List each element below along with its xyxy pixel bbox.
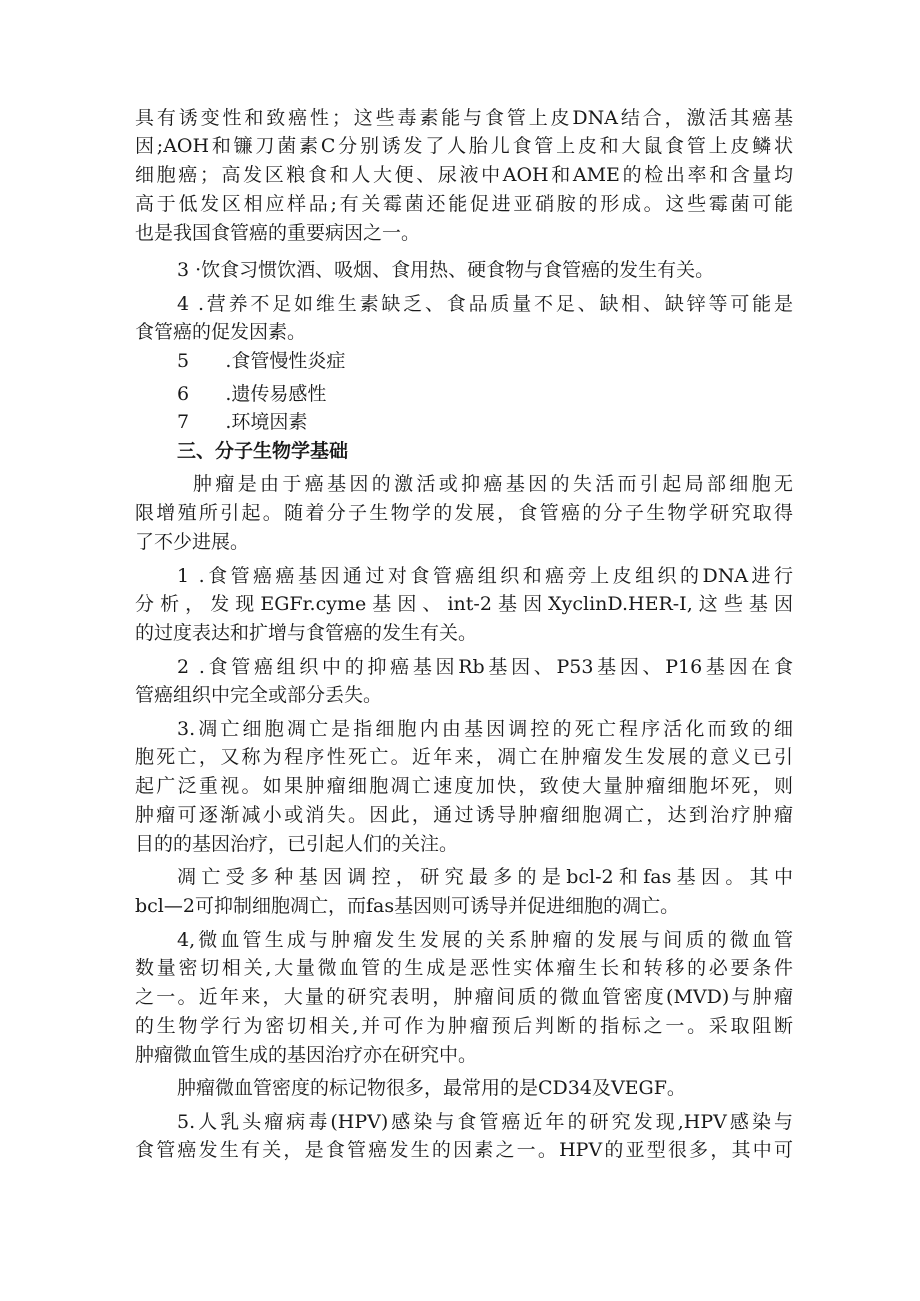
text-line: 数量密切相关,大量微血管的生成是恶性实体瘤生长和转移的必要条件 — [135, 957, 793, 979]
text-line: 之一。近年来，大量的研究表明，肿瘤间质的微血管密度(MVD)与肿瘤 — [135, 986, 793, 1008]
text-line: 也是我国食管癌的重要病因之一。 — [135, 222, 421, 244]
list-item-5b: 5.人乳头瘤病毒(HPV)感染与食管癌近年的研究发现,HPV感染与 — [177, 1111, 793, 1133]
list-item-7: 7 .环境因素 — [177, 411, 308, 433]
list-item-5: 5 .食管慢性炎症 — [177, 350, 346, 372]
text-line: 食管癌的促发因素。 — [135, 321, 307, 343]
text-line: 肿瘤微血管生成的基因治疗亦在研究中。 — [135, 1044, 478, 1066]
text-line: 起广泛重视。如果肿瘤细胞凋亡速度加快，致使大量肿瘤细胞坏死，则 — [135, 775, 793, 797]
text-line: 胞死亡，又称为程序性死亡。近年来，凋亡在肿瘤发生发展的意义已引 — [135, 746, 793, 768]
list-item-3b: 3.凋亡细胞凋亡是指细胞内由基因调控的死亡程序活化而致的细 — [177, 718, 793, 740]
text-line: 管癌组织中完全或部分丢失。 — [135, 684, 383, 706]
text-line: 高于低发区相应样品;有关霉菌还能促进亚硝胺的形成。这些霉菌可能 — [135, 193, 793, 215]
list-item-1: 1 .食管癌癌基因通过对食管癌组织和癌旁上皮组织的DNA进行 — [177, 565, 793, 587]
list-item-6: 6 .遗传易感性 — [177, 383, 327, 405]
text-line: 肿瘤可逐渐减小或消失。因此，通过诱导肿瘤细胞凋亡，达到治疗肿瘤 — [135, 804, 793, 826]
text-line: 了不少进展。 — [135, 531, 250, 553]
paragraph-start: 肿瘤是由于癌基因的激活或抑癌基因的失活而引起局部细胞无 — [193, 473, 793, 495]
text-line: 因;AOH和镰刀菌素C分别诱发了人胎儿食管上皮和大鼠食管上皮鳞状 — [135, 135, 793, 157]
text-line: 的生物学行为密切相关,并可作为肿瘤预后判断的指标之一。采取阻断 — [135, 1015, 793, 1037]
text-line: 细胞癌；高发区粮食和人大便、尿液中AOH和AME的检出率和含量均 — [135, 164, 793, 186]
paragraph-start: 肿瘤微血管密度的标记物很多，最常用的是CD34及VEGF。 — [177, 1077, 686, 1099]
text-line: 具有诱变性和致癌性；这些毒素能与食管上皮DNA结合，激活其癌基 — [135, 107, 793, 129]
list-item-4b: 4,微血管生成与肿瘤发生发展的关系肿瘤的发展与间质的微血管 — [177, 929, 793, 951]
text-line: 分析，发现EGFr.cyme基因、int-2基因XyclinD.HER-I,这些基因 — [135, 593, 793, 615]
paragraph-start: 凋亡受多种基因调控，研究最多的是bcl-2和fas基因。其中 — [177, 866, 793, 888]
text-line: 的过度表达和扩增与食管癌的发生有关。 — [135, 622, 478, 644]
list-item-3: 3 ·饮食习惯饮酒、吸烟、食用热、硬食物与食管癌的发生有关。 — [177, 259, 715, 281]
list-item-4: 4 .营养不足如维生素缺乏、食品质量不足、缺相、缺锌等可能是 — [177, 293, 793, 315]
text-line: 目的的基因治疗，已引起人们的关注。 — [135, 833, 459, 855]
text-line: 食管癌发生有关，是食管癌发生的因素之一。HPV的亚型很多，其中可 — [135, 1139, 793, 1161]
text-line: 限增殖所引起。随着分子生物学的发展，食管癌的分子生物学研究取得 — [135, 502, 793, 524]
section-heading: 三、分子生物学基础 — [177, 440, 349, 462]
list-item-2: 2 .食管癌组织中的抑癌基因Rb基因、P53基因、P16基因在食 — [177, 656, 793, 678]
text-line: bcl—2可抑制细胞凋亡，而fas基因则可诱导并促进细胞的凋亡。 — [135, 895, 680, 917]
